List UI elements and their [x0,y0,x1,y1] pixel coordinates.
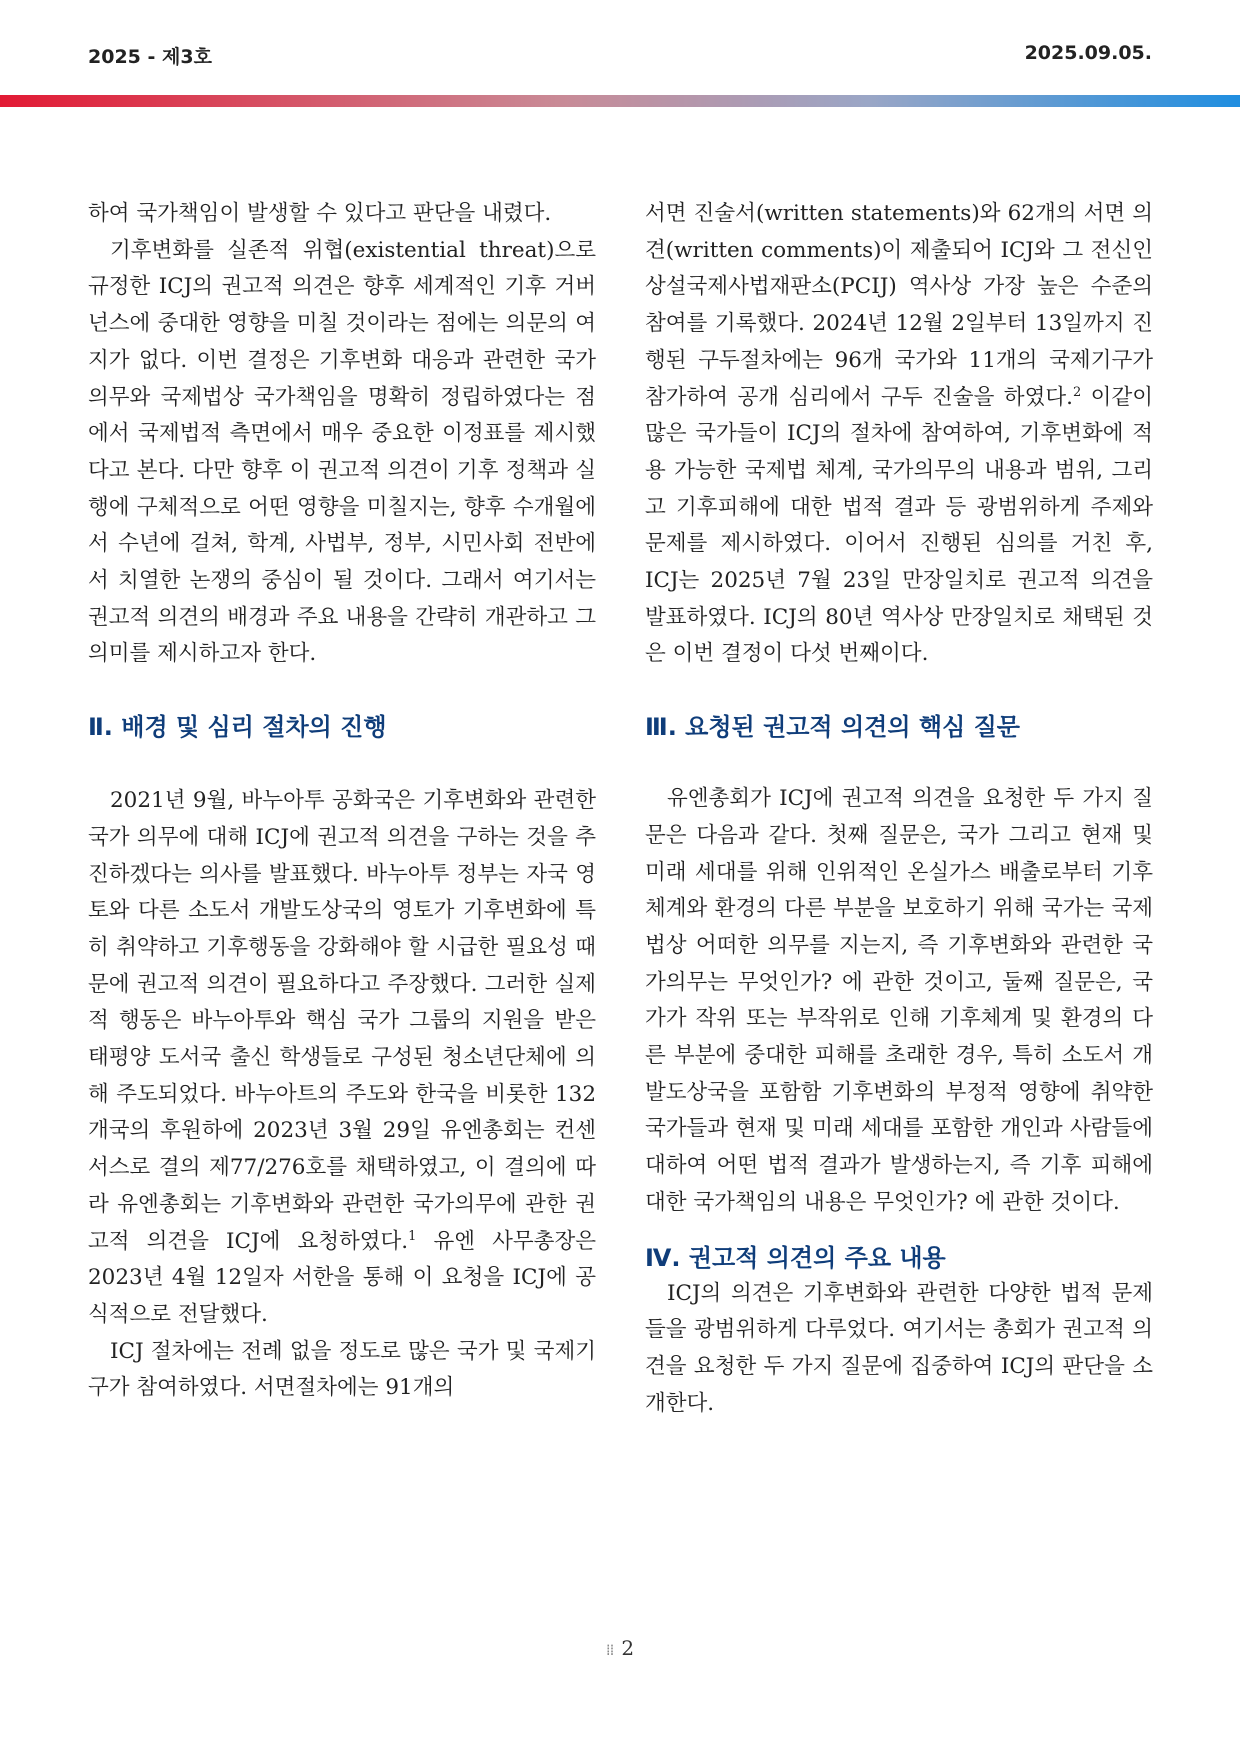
section-heading-3: Ⅲ. 요청된 권고적 의견의 핵심 질문 [645,713,1020,742]
section-heading-4: Ⅳ. 권고적 의견의 주요 내용 [645,1243,946,1272]
paragraph: ICJ의 의견은 기후변화와 관련한 다양한 법적 문제들을 광범위하게 다루었다. 여기서는 총회가 권고적 의견을 요청한 두 가지 질문에 집중하여 ICJ의 판단을 소개한다. [645,1280,1153,1416]
paragraph: 하여 국가책임이 발생할 수 있다고 판단을 내렸다. [88,201,552,226]
page-footer [0,1636,1240,1660]
page-header [0,0,1240,110]
footnote-ref: 1 [408,1228,417,1244]
spacer [88,745,596,783]
paragraph [88,783,596,1334]
paragraph [645,196,1153,673]
spacer [645,745,1153,781]
spacer [88,673,596,709]
paragraph: ICJ 절차에는 전례 없을 정도로 많은 국가 및 국제기구가 참여하였다. 서면절차에는 91개의 [88,1338,596,1401]
right-column [645,196,1153,1422]
left-column [88,196,596,1407]
paragraph: 유엔총회가 ICJ에 권고적 의견을 요청한 두 가지 질문은 다음과 같다. 첫째 질문은, 국가 그리고 현재 및 미래 세대를 위해 인위적인 온실가스 배출로부터 기후체계와 환경의 다른 부분을 보호하기 위해 국가는 국제법상 어떠한 의무를 지는지, 즉 기후변화와 관련한 국가의무는 무엇인가? 에 관한 것이고, 둘째 질문은, 국가가 작위 또는 부작위로 인해 기후체계 및 환경의 다른 부분에 중대한 피해를 초래한 경우, 특히 소도서 개발도상국을 포함함 기후변화의 부정적 영향에 취약한 국가들과 현재 및 미래 세대를 포함한 개인과 사람들에 대하여 어떤 법적 결과가 발생하는지, 즉 기후 피해에 대한 국가책임의 내용은 무엇인가? 에 관한 것이다. [645,786,1153,1215]
header-gradient-bar [0,95,1240,107]
paragraph-text: 유엔 사무총장은 2023년 4월 12일자 서한을 통해 이 요청을 ICJ에 공식적으로 전달했다. [88,1228,596,1327]
issue-number: 2025 - 제3호 [88,46,212,68]
spacer [645,673,1153,709]
publication-date: 2025.09.05. [1024,42,1152,64]
page-number: 2 [621,1636,635,1660]
section-heading-2: Ⅱ. 배경 및 심리 절차의 진행 [88,713,387,742]
footnote-ref: 2 [1072,384,1082,400]
paragraph: 기후변화를 실존적 위협(existential threat)으로 규정한 ICJ의 권고적 의견은 향후 세계적인 기후 거버넌스에 중대한 영향을 미칠 것이라는 점에는 의문의 여지가 없다. 이번 결정은 기후변화 대응과 관련한 국가의무와 국제법상 국가책임을 명확히 정립하였다는 점에서 국제법적 측면에서 매우 중요한 이정표를 제시했다고 본다. 다만 향후 이 권고적 의견이 기후 정책과 실행에 구체적으로 어떤 영향을 미칠지는, 향후 수개월에서 수년에 걸쳐, 학계, 사법부, 정부, 시민사회 전반에서 치열한 논쟁의 중심이 될 것이다. 그래서 여기서는 권고적 의견의 배경과 주요 내용을 간략히 개관하고 그 의미를 제시하고자 한다. [88,237,596,667]
footer-dots-icon: ⁞⁞ [605,1641,614,1659]
paragraph-text: 2021년 9월, 바누아투 공화국은 기후변화와 관련한 국가 의무에 대해 ICJ에 권고적 의견을 구하는 것을 추진하겠다는 의사를 발표했다. 바누아투 정부는 자국 영토와 다른 소도서 개발도상국의 영토가 기후변화에 특히 취약하고 기후행동을 강화해야 할 시급한 필요성 때문에 권고적 의견이 필요하다고 주장했다. 그러한 실제적 행동은 바누아투와 핵심 국가 그룹의 지원을 받은 태평양 도서국 출신 학생들로 구성된 청소년단체에 의해 주도되었다. 바누아트의 주도와 한국을 비롯한 132개국의 후원하에 2023년 3월 29일 유엔총회는 컨센서스로 결의 제77/276호를 채택하였고, 이 결의에 따라 유엔총회는 기후변화와 관련한 국가의무에 관한 권고적 의견을 ICJ에 요청하였다. [88,788,596,1254]
paragraph-text: 이같이 많은 국가들이 ICJ의 절차에 참여하여, 기후변화에 적용 가능한 국제법 체계, 국가의무의 내용과 범위, 그리고 기후피해에 대한 법적 결과 등 광범위하게 주제와 문제를 제시하였다. 이어서 진행된 심의를 거친 후, ICJ는 2025년 7월 23일 만장일치로 권고적 의견을 발표하였다. ICJ의 80년 역사상 만장일치로 채택된 것은 이번 결정이 다섯 번째이다. [645,384,1153,667]
spacer [645,1222,1153,1240]
paragraph-text: 서면 진술서(written statements)와 62개의 서면 의견(written comments)이 제출되어 ICJ와 그 전신인 상설국제사법재판소(PCIJ) 역사상 가장 높은 수준의 참여를 기록했다. 2024년 12월 2일부터 13일까지 진행된 구두절차에는 96개 국가와 11개의 국제기구가 참가하여 공개 심리에서 구두 진술을 하였다. [645,201,1153,410]
